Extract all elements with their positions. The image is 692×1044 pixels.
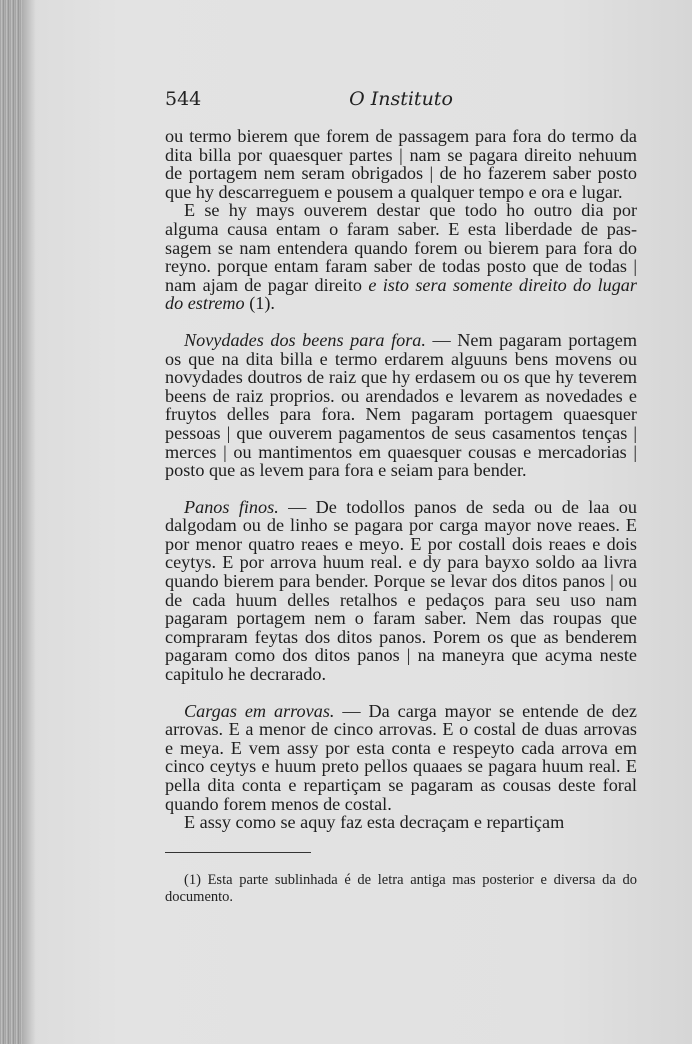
page-number: 544 <box>165 88 202 110</box>
paragraph-4-text: — De todollos panos de seda ou de laa ou dalgodam ou de linho se pagara por carga mayor nove reaes. E por menor quatro reaes e meyo. E por costall dois reaes e dois ceytys. E por arrova huum real. e dy para bayxo soldo aa livra quando bierem para bender. Porque se levar dos ditos panos | ou de cada huum delles retalhos e pedaços para seu uso nam pagaram portagem nem o faram saber. Nem das roupas que compraram feytas dos ditos panos. Porem os que as benderem pagaram como dos ditos panos | na maneyra que acyma neste capitulo he decrarado. <box>165 496 637 685</box>
spine-shadow <box>22 0 36 1044</box>
paragraph-2-end: (1). <box>244 293 275 314</box>
paragraph-5 <box>165 702 637 814</box>
paragraph-3-text: — Nem pagaram portagem os que na dita billa e termo erdarem alguuns bens movens ou novydades doutros de raiz que hy erdasem ou os que hy teverem beens de raiz proprios. ou arendados e levarem as novedades e fruytos delles para fora. Nem pagaram portagem quaesquer pessoas | que ouverem pagamentos de seus casamentos tenças | merces | ou mantimentos em quaesquer cousas e mercadorias | posto que as levem para fora e seiam para bender. <box>165 329 637 481</box>
page-header <box>165 88 637 114</box>
paragraph-1: ou termo bierem que forem de passagem para fora do termo da dita billa por quaesquer partes | nam se pagara direito nehuum de portagem nem seram obrigados | de ho fazerem saber posto que hy descarreguem e pousem a qualquer tempo e ora e lugar. <box>165 126 637 202</box>
paragraph-6: E assy como se aquy faz esta decraçam e repartiçam <box>184 812 565 833</box>
paragraph-2-italic: e isto sera somente direito do lugar do estremo <box>165 274 637 314</box>
footnote-rule <box>165 852 311 853</box>
main-text <box>165 127 637 832</box>
section-heading-cargas: Cargas em arrovas. <box>184 700 335 721</box>
paragraph-2-text: E se hy mays ouverem destar que todo ho outro dia por alguma causa entam o faram saber. E esta liberdade de passagem se nam entendera quando forem ou bierem para fora do reyno. porque entam faram saber de todas posto que de todas | nam ajam de pagar direito <box>165 200 637 295</box>
paragraph-2 <box>165 201 637 313</box>
paragraph-5-text: — Da carga mayor se entende de dez arrovas. E a menor de cinco arrovas. E o costal de duas arrovas e meya. E vem assy por esta conta e respeyto cada arrova em cinco ceytys e huum preto pellos quaaes se pagara huum real. E pella dita conta e repartiçam se pagaram as cousas deste foral quando forem menos de costal. <box>165 700 637 814</box>
book-spine <box>0 0 22 1044</box>
section-heading-novydades: Novydades dos beens para fora. <box>184 329 426 350</box>
footnote: (1) Esta parte sublinhada é de letra antiga mas posterior e diversa da do documento. <box>165 872 637 905</box>
paragraph-3 <box>165 331 637 480</box>
section-heading-panos: Panos finos. <box>184 496 279 517</box>
paragraph-4 <box>165 498 637 684</box>
running-title: O Instituto <box>349 88 453 110</box>
